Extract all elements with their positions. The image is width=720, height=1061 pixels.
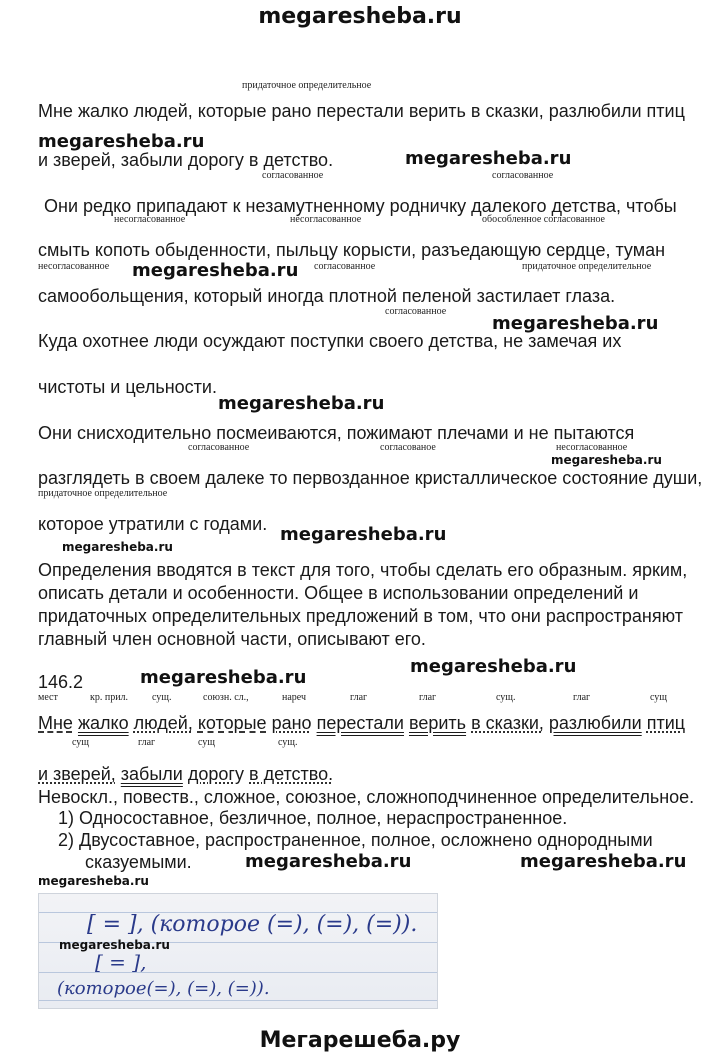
pos-label: нареч [282,692,307,703]
annotation: согласованное [492,170,554,181]
scheme-row-2: [ = ], [95,950,147,974]
word-adverb: рано [271,713,312,733]
annotation: придаточное определительное [38,488,168,499]
word-conj: которые [197,713,267,733]
pos-label: мест [38,692,58,703]
pos-label: сущ [198,737,216,748]
watermark: megaresheba.ru [551,453,662,467]
watermark: megaresheba.ru [245,851,412,872]
word-object: в сказки, [471,713,544,733]
annotation-subordinate: придаточное определительное [242,80,372,91]
watermark: megaresheba.ru [492,313,659,334]
text-line-9: которое утратили с годами. [38,514,268,534]
scheme-photo [38,893,438,1009]
site-footer[interactable]: Мегарешеба.ру [259,1028,461,1053]
watermark: megaresheba.ru [62,540,173,554]
watermark: megaresheba.ru [38,874,149,888]
annotation: согласованное [188,442,250,453]
pos-label: глаг [138,737,156,748]
section-number: 146.2 [38,672,84,692]
watermark: megaresheba.ru [38,131,205,152]
word-predicate: жалко [77,713,129,733]
text-line-2: и зверей, забыли дорогу в детство. [38,150,334,170]
pos-label: сущ [72,737,90,748]
text-line-1: Мне жалко людей, которые рано перестали верить в сказки, разлюбили птиц [38,101,685,121]
word-predicate: верить [408,713,467,733]
annotation: несогласованное [114,214,186,225]
list-item-2: 2) Двусоставное, распространенное, полное, осложнено однородными [58,830,653,850]
text-line-6: Куда охотнее люди осуждают поступки своего детства, не замечая их [38,331,622,351]
annotation: несогласованное [38,261,110,272]
annotation: согласованное [314,261,376,272]
paragraph-line-2: описать детали и особенности. Общее в использовании определений и [38,583,639,603]
pos-label: сущ. [152,692,172,703]
word-object: людей, [133,713,193,733]
paragraph-line-4: главный член основной части, описывают его. [38,629,426,649]
annotation: несогласованное [556,442,628,453]
pos-label: сущ. [496,692,516,703]
word-predicate: разлюбили [548,713,642,733]
word-object: в детство. [249,764,334,784]
text-line-7: Они снисходительно посмеиваются, пожимают плечами и не пытаются [38,423,635,443]
annotation: несогласованное [290,214,362,225]
summary-line: Невоскл., повеств., сложное, союзное, сложноподчиненное определительное. [38,787,695,807]
watermark: megaresheba.ru [405,148,572,169]
word-object: дорогу [187,764,244,784]
scheme-row-1: [ = ], (которое (=), (=), (=)). [87,912,418,937]
word-object: и зверей, [38,764,116,784]
watermark: megaresheba.ru [410,656,577,677]
annotation: обособленное согласованное [482,214,605,225]
pos-label: союзн. сл., [203,692,249,703]
pos-label: кр. прил. [90,692,129,703]
word-predicate: перестали [316,713,404,733]
list-item-1: 1) Односоставное, безличное, полное, нераспространенное. [58,808,568,828]
pos-label: глаг [350,692,368,703]
text-line-5: самообольщения, который иногда плотной пеленой застилает глаза. [38,286,616,306]
annotation: согласованое [380,442,436,453]
annotation: согласованное [262,170,324,181]
paragraph-line-1: Определения вводятся в текст для того, чтобы сделать его образным. ярким, [38,560,688,580]
watermark: megaresheba.ru [520,851,687,872]
pos-label: сущ. [278,737,298,748]
list-item-2-cont: сказуемыми. [85,852,192,872]
text-line-8: разглядеть в своем далеке то первозданное кристаллическое состояние души, [38,468,703,488]
pos-label: сущ [650,692,668,703]
watermark: megaresheba.ru [218,393,385,414]
site-header[interactable]: megaresheba.ru [258,4,462,29]
annotation: придаточное определительное [522,261,652,272]
text-line-4: смыть копоть обыденности, пыльцу корысти, разъедающую сердце, туман [38,240,666,260]
text-line-6b: чистоты и цельности. [38,377,217,397]
word-predicate: забыли [120,764,183,784]
annotation: согласованное [385,306,447,317]
watermark: megaresheba.ru [59,938,170,952]
watermark: megaresheba.ru [280,524,447,545]
word-subject: Мне [38,713,73,733]
paragraph-line-3: придаточных определительных предложений в том, что они распространяют [38,606,683,626]
text-line-3: Они редко припадают к незамутненному родничку далекого детства, чтобы [44,196,677,216]
watermark: megaresheba.ru [132,260,299,281]
watermark: megaresheba.ru [140,667,307,688]
scheme-row-3: (которое(=), (=), (=)). [57,978,270,999]
pos-label: глаг [419,692,437,703]
word-object: птиц [646,713,686,733]
pos-label: глаг [573,692,591,703]
